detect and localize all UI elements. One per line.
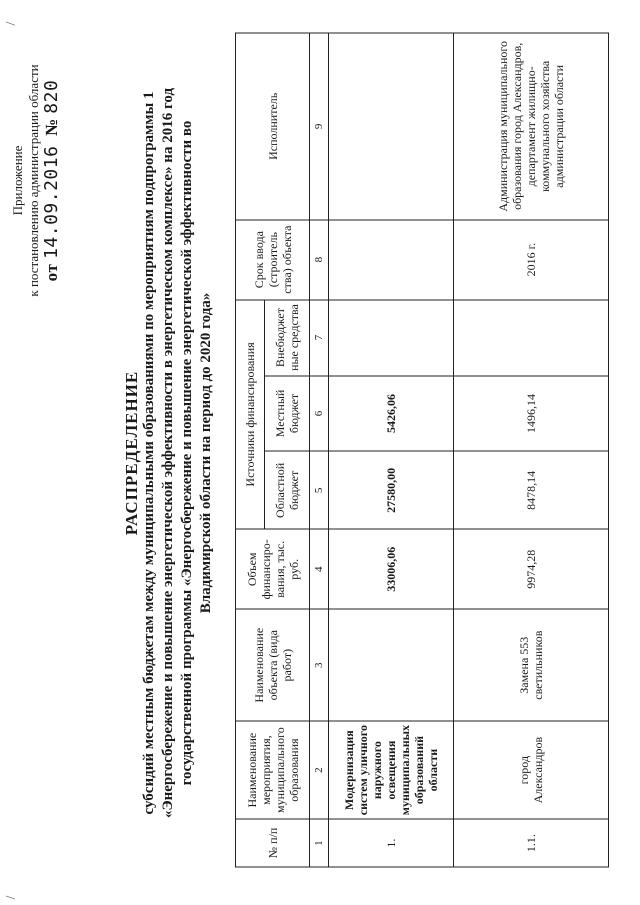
row-deadline: 2016 г.	[454, 219, 609, 299]
row-object	[329, 609, 454, 721]
header-local: Местный бюджет	[265, 375, 310, 451]
decree-date: 14.09.2016	[41, 145, 62, 259]
corner-mark: /	[4, 895, 19, 899]
header-extra: Внебюджет ные средства	[265, 299, 310, 375]
row-volume: 33006,06	[329, 529, 454, 609]
header-volume: Объем финансиро-вания, тыс. руб.	[236, 529, 310, 609]
row-no: 1.1.	[454, 819, 609, 867]
row-extra	[329, 299, 454, 375]
column-index: 5	[310, 451, 329, 529]
column-index: 2	[310, 721, 329, 819]
column-index: 1	[310, 819, 329, 867]
header-sources: Источники финансирования	[236, 299, 265, 529]
row-volume: 9974,28	[454, 529, 609, 609]
row-event: Модернизация систем уличного наружного освещения муниципальных образований области	[329, 721, 454, 819]
number-sign: №	[42, 117, 61, 136]
header-no: № п/п	[236, 819, 310, 867]
appendix-number	[41, 15, 62, 345]
header-regional: Областной бюджет	[265, 451, 310, 529]
appendix-label: Приложение	[10, 145, 25, 215]
row-local: 1496,14	[454, 375, 609, 451]
column-index: 7	[310, 299, 329, 375]
distribution-table	[235, 32, 609, 867]
row-no: 1.	[329, 819, 454, 867]
row-local: 5426,06	[329, 375, 454, 451]
row-executor	[329, 33, 454, 220]
header-executor: Исполнитель	[236, 33, 310, 220]
column-index: 6	[310, 375, 329, 451]
table-row	[454, 33, 609, 867]
row-object: Замена 553 светильников	[454, 609, 609, 721]
document-title: РАСПРЕДЕЛЕНИЕ	[122, 370, 141, 535]
column-index: 8	[310, 219, 329, 299]
corner-mark: /	[4, 21, 19, 25]
column-index: 4	[310, 529, 329, 609]
table-row	[329, 33, 454, 867]
header-object: Наименование объекта (вида работ)	[236, 609, 310, 721]
row-regional: 8478,14	[454, 451, 609, 529]
row-regional: 27580,00	[329, 451, 454, 529]
decree-number: 820	[41, 79, 62, 114]
row-deadline	[329, 219, 454, 299]
appendix-reference: к постановлению администрации области	[26, 63, 41, 297]
column-index: 3	[310, 609, 329, 721]
row-event: город Александров	[454, 721, 609, 819]
date-prefix: от	[42, 263, 61, 281]
row-executor: Администрация муниципального образования город Александров, департамент жилищно-коммунального хозяйства администрации области	[454, 33, 609, 220]
header-deadline: Срок ввода (строитель ства) объекта	[236, 219, 310, 299]
column-index: 9	[310, 33, 329, 220]
document-subtitle: субсидий местным бюджетам между муниципальными образованиями по мероприятиям подпрограммы 1 «Энергосбережение и повышение энергетической эффективности в энергетическом комплексе» на 2016 год государственной программы «Энергосбережение и повышение энергетической эффективности во Владимирской области на период до 2020 года»	[141, 87, 214, 818]
row-extra	[454, 299, 609, 375]
header-event: Наименование мероприятия, муниципального образования	[236, 721, 310, 819]
appendix-block	[10, 15, 60, 345]
column-index-row	[310, 33, 329, 867]
